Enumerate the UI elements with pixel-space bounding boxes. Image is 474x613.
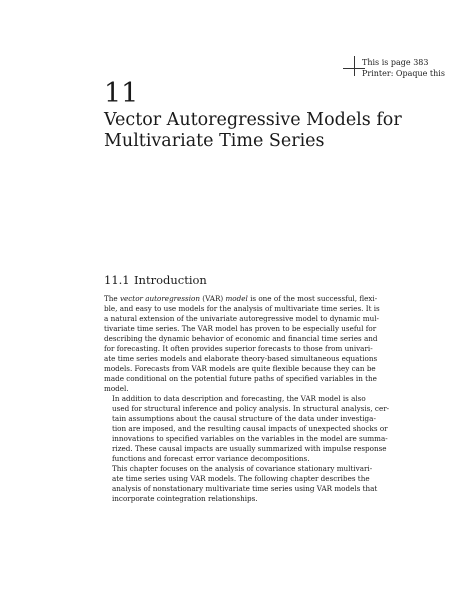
paragraph-2 (104, 394, 390, 464)
paragraph-line: ate time series using VAR models. The following chapter describes the (112, 474, 370, 483)
paragraph-line: made conditional on the potential future paths of specified variables in the (104, 374, 377, 383)
paragraph-line: used for structural inference and policy analysis. In structural analysis, cer- (112, 404, 390, 413)
emphasis-term: vector autoregression (119, 294, 200, 303)
paragraph-1 (104, 294, 380, 394)
paragraph-line: ble, and easy to use models for the analysis of multivariate time series. It is (104, 304, 380, 313)
paragraph-line: functions and forecast error variance decompositions. (112, 454, 310, 463)
paragraph-line: tivariate time series. The VAR model has proven to be especially useful for (104, 324, 377, 333)
page-number-line: This is page 383 (362, 58, 429, 67)
text-run: (VAR) (200, 294, 226, 303)
body-text (104, 294, 390, 504)
paragraph-line: for forecasting. It often provides superior forecasts to those from univari- (104, 344, 373, 353)
chapter-number: 11 (104, 78, 139, 109)
paragraph-line: models. Forecasts from VAR models are quite flexible because they can be (104, 364, 376, 373)
paragraph-3 (104, 464, 378, 504)
printer-line: Printer: Opaque this (362, 68, 445, 78)
paragraph-line (104, 294, 378, 304)
paragraph-line: tion are imposed, and the resulting causal impacts of unexpected shocks or (112, 424, 388, 433)
chapter-title-line-2: Multivariate Time Series (104, 131, 325, 151)
paragraph-line: analysis of nonstationary multivariate time series using VAR models that (112, 484, 378, 493)
section-title: Introduction (134, 273, 207, 287)
paragraph-line: incorporate cointegration relationships. (112, 494, 258, 503)
section-heading (104, 273, 207, 287)
paragraph-line: tain assumptions about the causal structure of the data under investiga- (112, 414, 376, 423)
emphasis-term: model (225, 294, 248, 303)
text-run: The (104, 294, 120, 303)
paragraph-line: model. (104, 384, 129, 393)
paragraph-line: innovations to specified variables on the variables in the model are summa- (112, 434, 388, 443)
printer-info (362, 58, 445, 79)
paragraph-line: In addition to data description and forecasting, the VAR model is also (112, 394, 366, 403)
text-run: is one of the most successful, flexi- (247, 294, 378, 303)
paragraph-line: describing the dynamic behavior of economic and financial time series and (104, 334, 378, 343)
paragraph-line: This chapter focuses on the analysis of covariance stationary multivari- (112, 464, 373, 473)
paragraph-line: rized. These causal impacts are usually summarized with impulse response (112, 444, 387, 453)
paragraph-line: ate time series models and elaborate theory-based simultaneous equations (104, 354, 378, 363)
section-number: 11.1 (104, 273, 130, 287)
chapter-title (104, 110, 424, 152)
chapter-title-line-1: Vector Autoregressive Models for (104, 110, 402, 130)
paragraph-line: a natural extension of the univariate autoregressive model to dynamic mul- (104, 314, 379, 323)
crop-mark-vertical (354, 56, 355, 76)
